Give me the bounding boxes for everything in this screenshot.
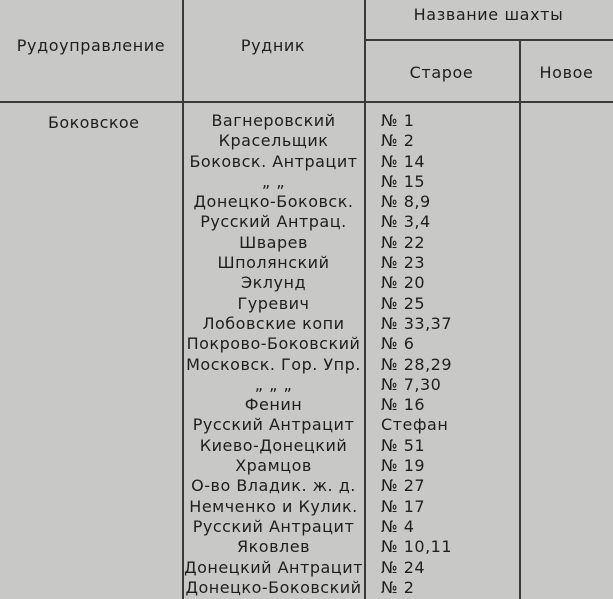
old-shaft-name: № 20 (381, 273, 426, 293)
old-shaft-name: № 22 (381, 232, 426, 252)
old-shaft-name: № 6 (381, 334, 415, 354)
table-row (0, 192, 613, 212)
table-row (0, 131, 613, 151)
header-mine: Рудник (240, 36, 306, 55)
table-body (0, 111, 613, 598)
mine-name: Эклунд (240, 273, 307, 293)
table-row (0, 375, 613, 395)
table-row (0, 558, 613, 578)
management-name: Боковское (48, 113, 140, 132)
table-row (0, 476, 613, 496)
mine-name: Киево-Донецкий (199, 435, 348, 455)
old-shaft-name: № 17 (381, 496, 426, 516)
old-shaft-name: Стефан (381, 415, 449, 435)
table-row (0, 415, 613, 435)
old-shaft-name: № 33,37 (381, 313, 453, 333)
old-shaft-name: № 10,11 (381, 537, 453, 557)
header-management: Рудоуправление (16, 36, 166, 55)
mine-name: „ „ „ (254, 374, 293, 394)
table-row (0, 314, 613, 334)
old-shaft-name: № 7,30 (381, 374, 442, 394)
table-row (0, 395, 613, 415)
mine-name: Фенин (244, 395, 303, 415)
table-row (0, 233, 613, 253)
table-row (0, 578, 613, 598)
table-row (0, 111, 613, 131)
old-shaft-name: № 15 (381, 171, 426, 191)
header-shaft-name: Название шахты (413, 5, 564, 24)
old-shaft-name: № 19 (381, 456, 426, 476)
mine-name: Храмцов (235, 456, 312, 476)
table-row (0, 212, 613, 232)
mine-name: Донецко-Боковск. (193, 192, 354, 212)
mine-name: Русский Антрацит (192, 516, 355, 536)
mine-name: Немченко и Кулик. (189, 496, 358, 516)
mine-name: Покрово-Боковский (186, 334, 361, 354)
old-shaft-name: № 25 (381, 293, 426, 313)
table-row (0, 517, 613, 537)
table-row (0, 537, 613, 557)
table-row (0, 273, 613, 293)
table-row (0, 456, 613, 476)
old-shaft-name: № 51 (381, 435, 426, 455)
old-shaft-name: № 3,4 (381, 212, 431, 232)
old-shaft-name: № 23 (381, 253, 426, 273)
header-new: Новое (539, 63, 594, 82)
mine-name: Вагнеровский (211, 111, 336, 130)
table-row (0, 152, 613, 172)
mine-name: „ „ (261, 171, 286, 191)
table-row (0, 253, 613, 273)
table-row (0, 436, 613, 456)
header-bottom-rule (0, 101, 613, 103)
mine-name: Донецкий Антрацит (184, 557, 363, 577)
old-shaft-name: № 14 (381, 151, 426, 171)
mine-name: Русский Антрацит (192, 415, 355, 435)
old-shaft-name: № 8,9 (381, 192, 431, 212)
old-shaft-name: № 1 (381, 111, 415, 130)
mine-name: Шварев (239, 232, 308, 252)
mine-name: Шполянский (217, 253, 330, 273)
table-row (0, 334, 613, 354)
mine-name: Русский Антрац. (200, 212, 347, 232)
mine-name: Красельщик (218, 131, 329, 151)
old-shaft-name: № 2 (381, 577, 415, 597)
table-row (0, 497, 613, 517)
old-shaft-name: № 28,29 (381, 354, 453, 374)
header-old: Старое (409, 63, 474, 82)
table-row (0, 355, 613, 375)
table-row (0, 294, 613, 314)
mine-name: Лобовские копи (202, 313, 345, 333)
mine-name: О-во Владик. ж. д. (191, 476, 356, 496)
old-shaft-name: № 24 (381, 557, 426, 577)
mine-name: Гуревич (237, 293, 310, 313)
header-subdivider (364, 39, 613, 41)
mine-name: Яковлев (237, 537, 310, 557)
mine-name: Боковск. Антрацит (189, 151, 358, 171)
old-shaft-name: № 2 (381, 131, 415, 151)
mine-name: Московск. Гор. Упр. (186, 354, 361, 374)
old-shaft-name: № 16 (381, 395, 426, 415)
old-shaft-name: № 27 (381, 476, 426, 496)
old-shaft-name: № 4 (381, 516, 415, 536)
mine-name: Донецко-Боковский (185, 577, 362, 597)
table-row (0, 172, 613, 192)
